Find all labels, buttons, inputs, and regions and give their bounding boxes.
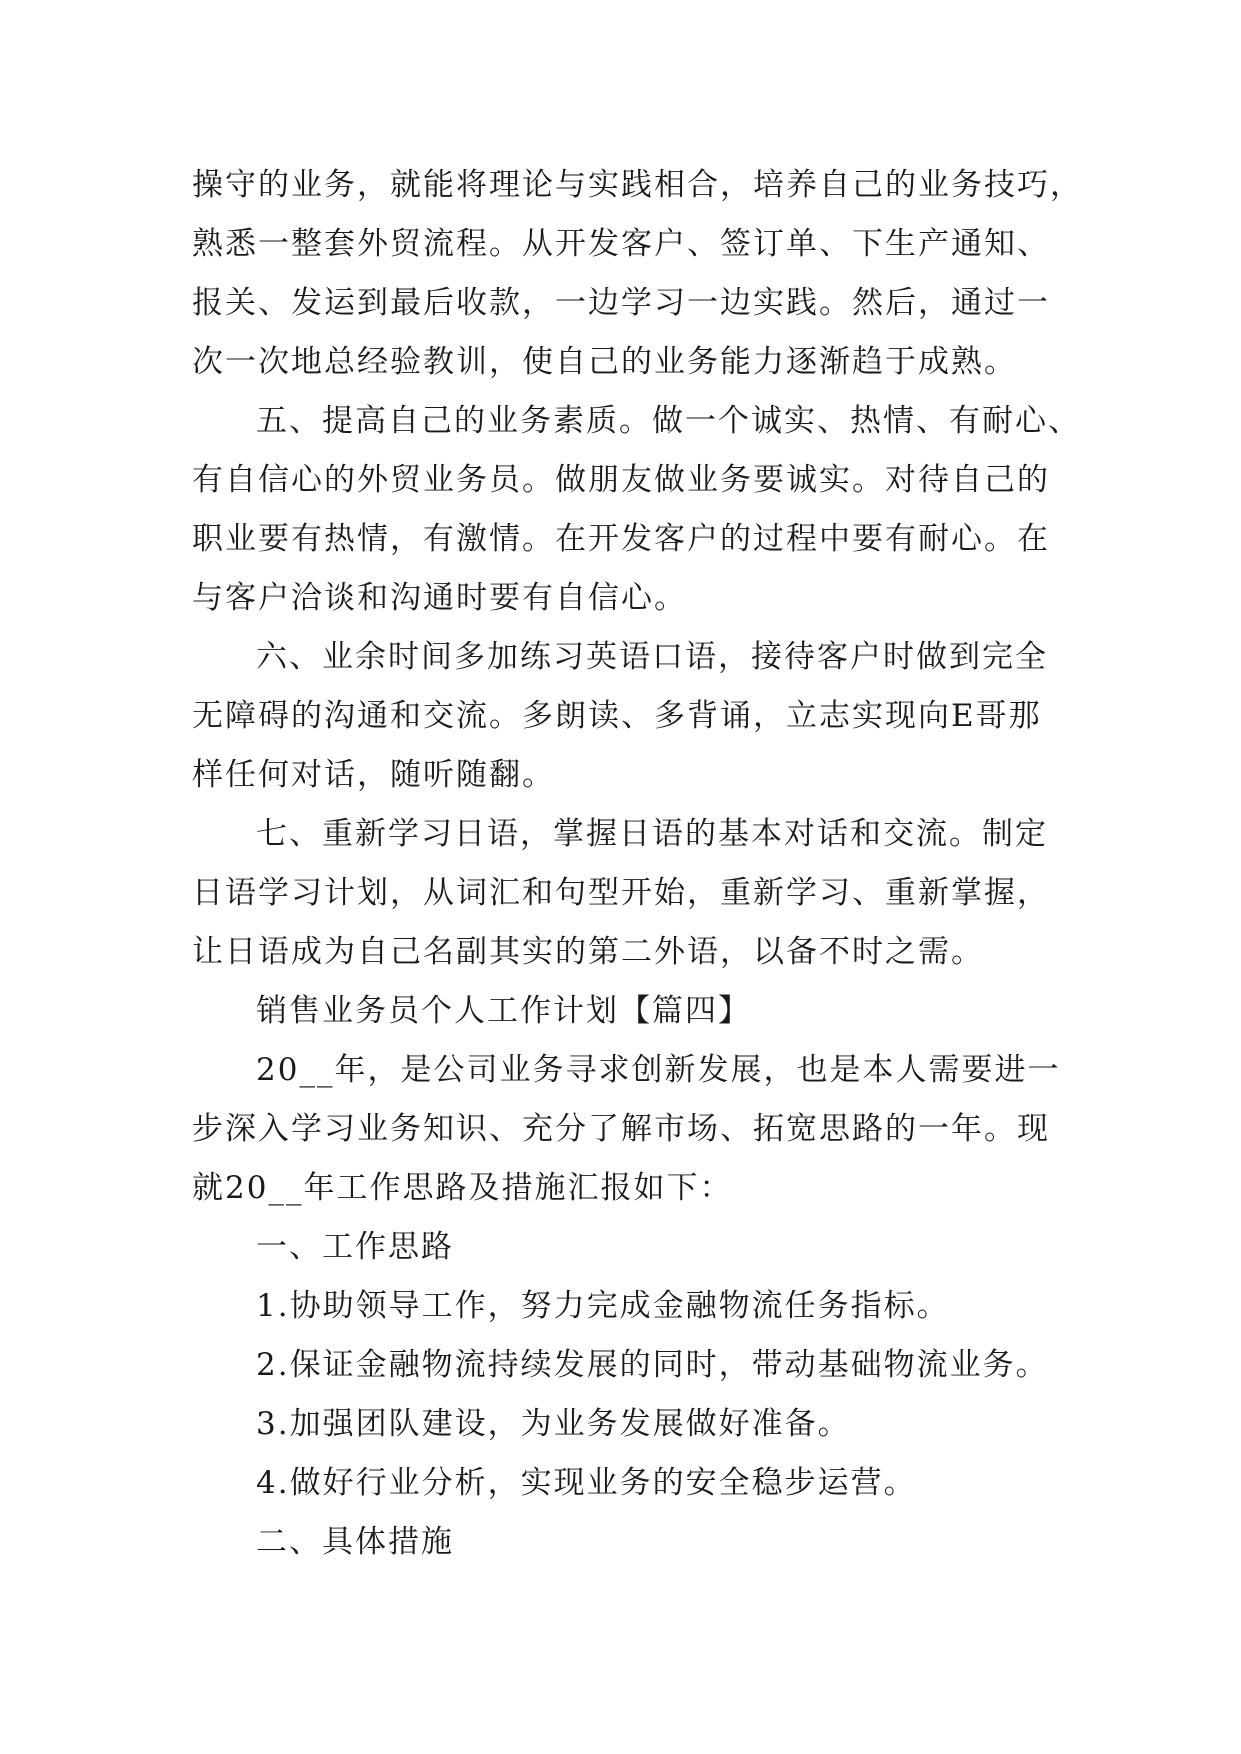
- text-line: 次一次地总经验教训，使自己的业务能力逐渐趋于成熟。: [192, 344, 1017, 380]
- text-line: 有自信心的外贸业务员。做朋友做业务要诚实。对待自己的: [192, 462, 1050, 498]
- text-line: 熟悉一整套外贸流程。从开发客户、签订单、下生产通知、: [192, 226, 1050, 262]
- text-line: 七、重新学习日语，掌握日语的基本对话和交流。制定: [256, 816, 1048, 852]
- subsection-heading: 二、具体措施: [256, 1524, 454, 1560]
- text-line: 六、业余时间多加练习英语口语，接待客户时做到完全: [256, 639, 1048, 675]
- text-line: 与客户洽谈和沟通时要有自信心。: [192, 580, 687, 616]
- text-line: 就20__年工作思路及措施汇报如下：: [192, 1170, 733, 1206]
- text-line: 让日语成为自己名副其实的第二外语，以备不时之需。: [192, 934, 984, 970]
- text-line: 无障碍的沟通和交流。多朗读、多背诵，立志实现向E哥那: [192, 698, 1042, 734]
- document-body: [192, 156, 1083, 1572]
- list-item: 4.做好行业分析，实现业务的安全稳步运营。: [256, 1465, 917, 1501]
- text-line: 五、提高自己的业务素质。做一个诚实、热情、有耐心、: [256, 403, 1081, 439]
- subsection-heading: 一、工作思路: [256, 1229, 454, 1265]
- text-line: 20__年，是公司业务寻求创新发展，也是本人需要进一: [256, 1052, 1061, 1088]
- text-line: 样任何对话，随听随翻。: [192, 757, 555, 793]
- section-heading: 销售业务员个人工作计划【篇四】: [256, 993, 751, 1029]
- list-item: 2.保证金融物流持续发展的同时，带动基础物流业务。: [256, 1347, 1049, 1383]
- text-line: 日语学习计划，从词汇和句型开始，重新学习、重新掌握，: [192, 875, 1050, 911]
- list-item: 3.加强团队建设，为业务发展做好准备。: [256, 1406, 851, 1442]
- text-line: 报关、发运到最后收款，一边学习一边实践。然后，通过一: [192, 285, 1050, 321]
- text-line: 职业要有热情，有激情。在开发客户的过程中要有耐心。在: [192, 521, 1050, 557]
- text-line: 步深入学习业务知识、充分了解市场、拓宽思路的一年。现: [192, 1111, 1050, 1147]
- text-line: 操守的业务，就能将理论与实践相合，培养自己的业务技巧，: [192, 167, 1083, 203]
- list-item: 1.协助领导工作，努力完成金融物流任务指标。: [256, 1288, 950, 1324]
